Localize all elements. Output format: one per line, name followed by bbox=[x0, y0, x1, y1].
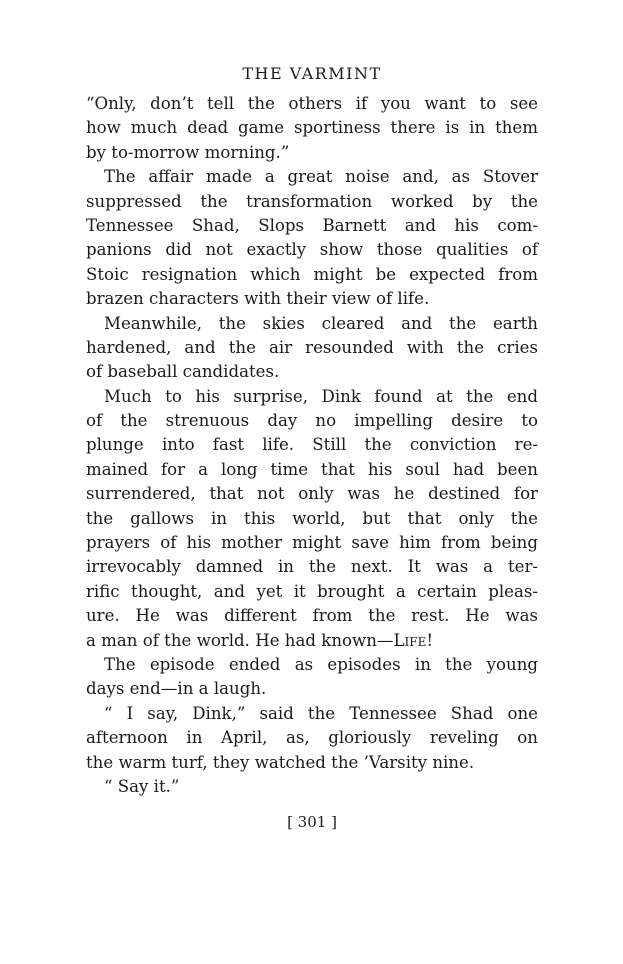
text-line: surrendered, that not only was he destined for bbox=[86, 484, 538, 504]
paragraph bbox=[86, 165, 538, 311]
paragraph bbox=[86, 702, 538, 775]
text-line: “Only, don’t tell the others if you want to see bbox=[86, 94, 538, 113]
text-line: panions did not exactly show those qualities of bbox=[86, 240, 538, 260]
paragraph bbox=[86, 653, 538, 702]
page-number: [ 301 ] bbox=[287, 813, 337, 832]
emphasis-word: Life bbox=[393, 630, 427, 650]
paragraph bbox=[86, 92, 538, 165]
paragraph bbox=[86, 775, 538, 799]
text-line: of the strenuous day no impelling desire to bbox=[86, 411, 538, 431]
text-line-start: a man of the world. He had known— bbox=[86, 630, 394, 650]
text-line: days end—in a laugh. bbox=[86, 679, 267, 699]
text-line: The episode ended as episodes in the young bbox=[104, 654, 538, 674]
text-line: the warm turf, they watched the ’Varsity nine. bbox=[86, 752, 475, 772]
text-line: brazen characters with their view of life. bbox=[86, 289, 430, 309]
emphasis-tail: ! bbox=[426, 630, 434, 650]
text-line: Meanwhile, the skies cleared and the earth bbox=[104, 313, 538, 333]
text-line: afternoon in April, as, gloriously reveling on bbox=[86, 728, 538, 748]
text-line: of baseball candidates. bbox=[86, 362, 280, 382]
text-line: the gallows in this world, but that only the bbox=[86, 508, 538, 528]
text-line: mained for a long time that his soul had been bbox=[86, 459, 538, 479]
text-line: irrevocably damned in the next. It was a ter- bbox=[86, 557, 538, 577]
text-line: Tennessee Shad, Slops Barnett and his com- bbox=[86, 215, 538, 235]
text-line: Much to his surprise, Dink found at the end bbox=[104, 386, 538, 406]
paragraph bbox=[86, 385, 538, 653]
book-page bbox=[86, 62, 538, 833]
text-line: Stoic resignation which might be expected from bbox=[86, 264, 538, 284]
text-line: rific thought, and yet it brought a certain pleas- bbox=[86, 581, 538, 601]
text-line: suppressed the transformation worked by the bbox=[86, 191, 538, 211]
text-line: ure. He was different from the rest. He was bbox=[86, 606, 538, 626]
text-line: “ I say, Dink,” said the Tennessee Shad one bbox=[104, 703, 538, 723]
running-head: THE VARMINT bbox=[242, 64, 382, 83]
text-line: “ Say it.” bbox=[104, 776, 180, 796]
text-line: how much dead game sportiness there is in them bbox=[86, 118, 538, 138]
text-line bbox=[86, 629, 538, 653]
text-line: hardened, and the air resounded with the cries bbox=[86, 337, 538, 357]
text-line: prayers of his mother might save him from being bbox=[86, 533, 538, 553]
paragraph bbox=[86, 312, 538, 385]
text-line: plunge into fast life. Still the conviction re- bbox=[86, 435, 538, 455]
text-line: The affair made a great noise and, as Stover bbox=[104, 167, 538, 187]
text-line: by to-morrow morning.” bbox=[86, 142, 290, 162]
